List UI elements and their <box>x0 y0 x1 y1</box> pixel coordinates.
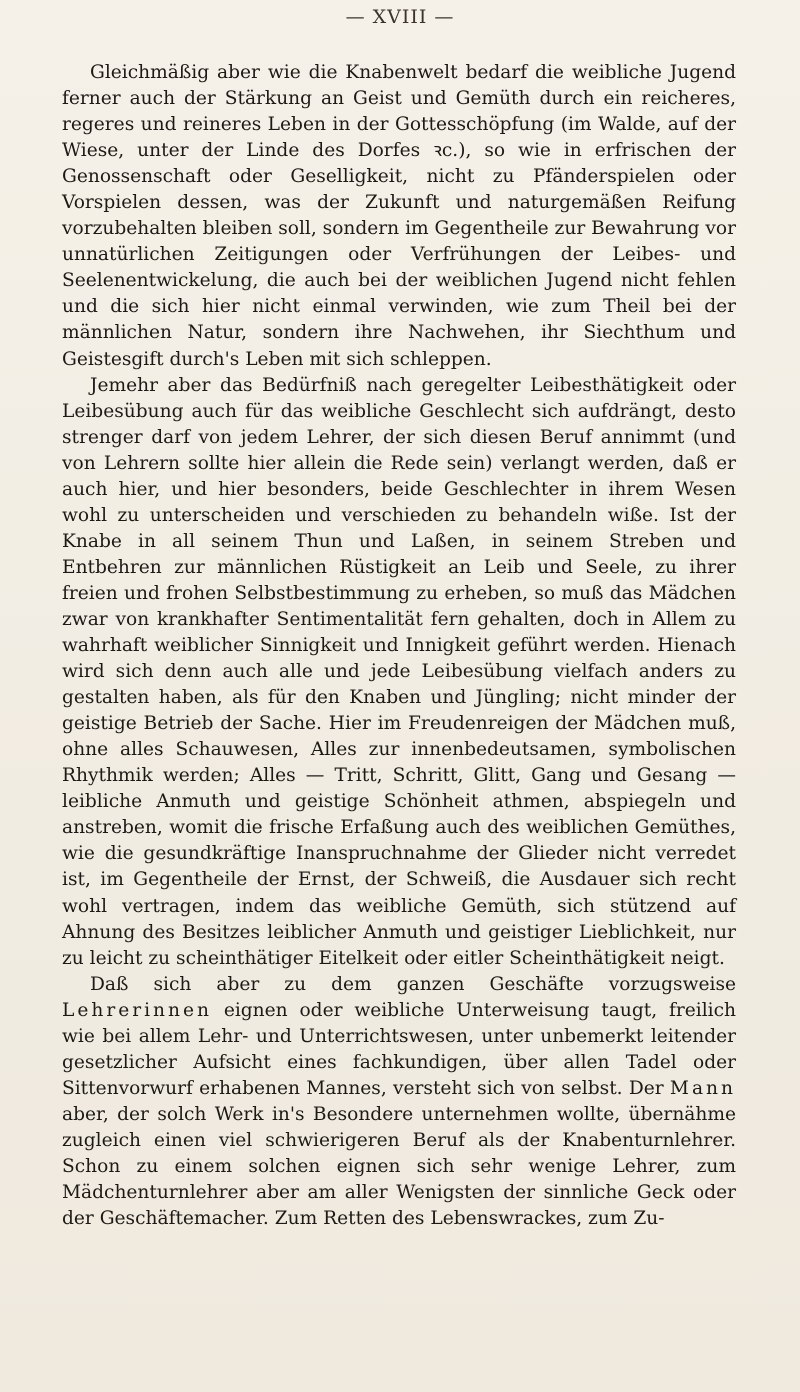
emphasis-lehrerinnen: Lehrerinnen <box>62 999 212 1021</box>
paragraph-2: Jemehr aber das Bedürfniß nach geregelter Leibesthätigkeit oder Leibesübung auch für das weibliche Geschlecht sich aufdrängt, desto strenger darf von jedem Lehrer, der sich diesen Beruf annimmt (und von Lehrern sollte hier allein die Rede sein) verlangt werden, daß er auch hier, und hier besonders, beide Geschlechter in ihrem Wesen wohl zu unterscheiden und verschieden zu behandeln wiße. Ist der Knabe in all seinem Thun und Laßen, in seinem Streben und Entbehren zur männlichen Rüstigkeit an Leib und Seele, zu ihrer freien und frohen Selbstbestimmung zu erheben, so muß das Mädchen zwar von krankhafter Sentimentalität fern gehalten, doch in Allem zu wahrhaft weiblicher Sinnigkeit und Innigkeit geführt werden. Hienach wird sich denn auch alle und jede Leibesübung vielfach anders zu gestalten haben, als für den Knaben und Jüngling; nicht minder der geistige Betrieb der Sache. Hier im Freudenreigen der Mädchen muß, ohne alles Schauwesen, Alles zur innenbedeutsamen, symbolischen Rhythmik werden; Alles — Tritt, Schritt, Glitt, Gang und Gesang — leibliche Anmuth und geistige Schönheit athmen, abspiegeln und anstreben, womit die frische Erfaßung auch des weiblichen Gemüthes, wie die gesundkräftige Inanspruchnahme der Glieder nicht verredet ist, im Gegentheile der Ernst, der Schweiß, die Ausdauer sich recht wohl vertragen, indem das weibliche Gemüth, sich stützend auf Ahnung des Besitzes leiblicher Anmuth und geistiger Lieblichkeit, nur zu leicht zu scheinthätiger Eitelkeit oder eitler Scheinthätigkeit neigt. <box>62 374 736 969</box>
paragraph-1: Gleichmäßig aber wie die Knabenwelt bedarf die weibliche Jugend ferner auch der Stärkung an Geist und Gemüth durch ein reicheres, regeres und reineres Leben in der Gottesschöpfung (im Walde, auf der Wiese, unter der Linde des Dorfes ꝛc.), so wie in erfrischen der Genossenschaft oder Geselligkeit, nicht zu Pfänderspielen oder Vorspielen dessen, was der Zukunft und naturgemäßen Reifung vorzubehalten bleiben soll, sondern im Gegentheile zur Bewahrung vor unnatürlichen Zeitigungen oder Verfrühungen der Leibes- und Seelenentwickelung, die auch bei der weiblichen Jugend nicht fehlen und die sich hier nicht einmal verwinden, wie zum Theil bei der männlichen Natur, sondern ihre Nachwehen, ihr Siechthum und Geistesgift durch's Leben mit sich schleppen. <box>62 62 737 370</box>
page-number: — XVIII — <box>345 6 455 28</box>
paragraph-3-end: aber, der solch Werk in's Besondere unternehmen wollte, übernähme zugleich einen viel schwierigeren Beruf als der Knabenturnlehrer. Schon zu einem solchen eignen sich sehr wenige Lehrer, zum Mädchenturnlehrer aber am aller Wenigsten der sinnliche Geck oder der Geschäftemacher. Zum Retten des Lebenswrackes, zum Zu- <box>62 1103 736 1230</box>
paragraph-3 <box>62 972 736 1232</box>
paragraph-3-middle: eignen oder weibliche Unterweisung taugt, freilich wie bei allem Lehr- und Unterrichtswesen, unter unbemerkt leitender gesetzlicher Aufsicht eines fachkundigen, über allen Tadel oder Sittenvorwurf erhabenen Mannes, versteht sich von selbst. Der <box>62 999 736 1099</box>
body-text <box>62 60 736 1232</box>
paragraph-3-start: Daß sich aber zu dem ganzen Geschäfte vorzugsweise <box>90 973 736 995</box>
emphasis-mann: Mann <box>669 1077 736 1099</box>
